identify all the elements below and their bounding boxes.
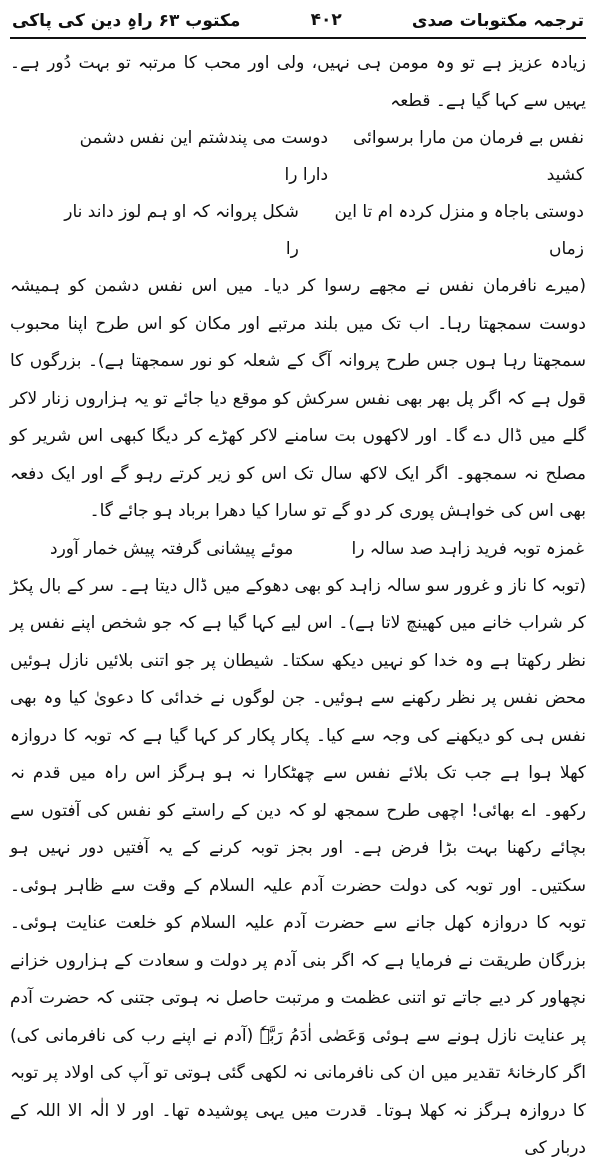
verse-right: دوستی باجاہ و منزل کردہ ام تا این زماں — [334, 202, 584, 259]
verse-left: موئے پیشانی گرفتہ پیش خمار آورد — [50, 538, 294, 559]
qita-label: قطعہ — [390, 90, 431, 111]
verse-line — [10, 194, 586, 268]
page-header — [10, 0, 586, 40]
intro-text: زیادہ عزیز ہے تو وہ مومن ہی نہیں، ولی اور محب کا مرتبہ تو بہت دُور ہے۔ یہیں سے کہا گیا ہے۔ — [10, 53, 586, 111]
verse-right: غمزہ توبہ فرید زاہد صد سالہ را — [351, 538, 584, 559]
body-paragraph-2: (توبہ کا ناز و غرور سو سالہ زاہد کو بھی دھوکے میں ڈال دیتا ہے۔ سر کے بال پکڑ کر شراب خانے میں کھینچ لاتا ہے)۔ اس لیے کہا گیا ہے کہ جو شخص اپنے نفس پر نظر رکھتا ہے وہ خدا کو نہیں دیکھ سکتا۔ شیطان پر جو اتنی بلائیں نازل ہوئیں محض نفس پر نظر رکھنے سے ہوئیں۔ جن لوگوں نے خدائی کا دعویٰ کیا وہ بھی نفس ہی کو دیکھنے کی وجہ سے کیا۔ پکار پکار کر کہا گیا ہے کہ توبہ کا دروازہ کھلا ہوا ہے جب تک بلائے نفس سے چھٹکارا نہ ہو ہرگز اس راہ میں قدم نہ رکھو۔ اے بھائی! اچھی طرح سمجھ لو کہ دین کے راستے کو نفس کی آفتوں سے بچائے رکھنا بہت بڑا فرض ہے۔ اور بجز توبہ کرنے کے یہ آفتیں دور نہیں ہو سکتیں۔ اور توبہ کی دولت حضرت آدم علیہ السلام کے وقت سے ظاہر ہوئی۔ توبہ کا دروازہ کھل جانے سے حضرت آدم علیہ السلام کو خلعت عنایت ہوئی۔ بزرگان طریقت نے فرمایا ہے کہ اگر بنی آدم پر دولت و سعادت کے ہزاروں خزانے نچھاور کر دیے جاتے تو اتنی عظمت و مرتبت حاصل نہ ہوتی جتنی کہ حضرت آدم پر عنایت نازل ہونے سے ہوئی وَعَصٰی اٰدَمُ رَبَّہٗ (آدم نے اپنے رب کی نافرمانی کی) اگر کارخانۂ تقدیر میں ان کی نافرمانی نہ لکھی گئی ہوتی تو آپ کی اولاد پر توبہ کا دروازہ ہرگز نہ کھلا ہوتا۔ قدرت میں یہی پوشیدہ تھا۔ اور لا الٰہ الا اللہ کے دربار کی — [10, 575, 586, 1158]
letter-title: مکتوب ۶۳ راہِ دین کی پاکی — [12, 10, 241, 31]
intro-paragraph — [10, 45, 586, 120]
verse-left: دوست می پندشتم این نفس دشمن دارا را — [79, 128, 329, 185]
qita-verses — [10, 120, 586, 268]
verse-line — [10, 531, 586, 568]
header-divider — [10, 37, 586, 39]
page-number: ۴۰۲ — [310, 10, 342, 30]
verse-right: نفس بے فرمان من مارا برسوائی کشید — [352, 128, 584, 185]
verse-line — [10, 120, 586, 194]
book-title: ترجمہ مکتوبات صدی — [411, 10, 584, 31]
body-paragraph-1: (میرے نافرمان نفس نے مجھے رسوا کر دیا۔ میں اس نفس دشمن کو ہمیشہ دوست سمجھتا رہا۔ اب تک میں بلند مرتبے اور مکان کو اس طرح اپنا محبوب سمجھتا رہا ہوں جس طرح پروانہ آگ کے شعلہ کو نور سمجھتا ہے)۔ بزرگوں کا قول ہے کہ اگر پل بھر بھی نفس سرکش کو موقع دیا جائے تو یہ ہزاروں زنار لاکر گلے میں ڈال دے گا۔ اور لاکھوں بت سامنے لاکر کھڑے کر دیگا کبھی اس شریر کو مصلح نہ سمجھو۔ اگر ایک لاکھ سال تک اس کو زیر کرتے رہو گے اور ایک دفعہ بھی اس کی خواہش پوری کر دو گے تو سارا کیا دھرا برباد ہو جائے گا۔ — [10, 276, 586, 521]
verse-left: شکل پروانہ کہ او ہم لوز داند نار را — [64, 202, 299, 259]
